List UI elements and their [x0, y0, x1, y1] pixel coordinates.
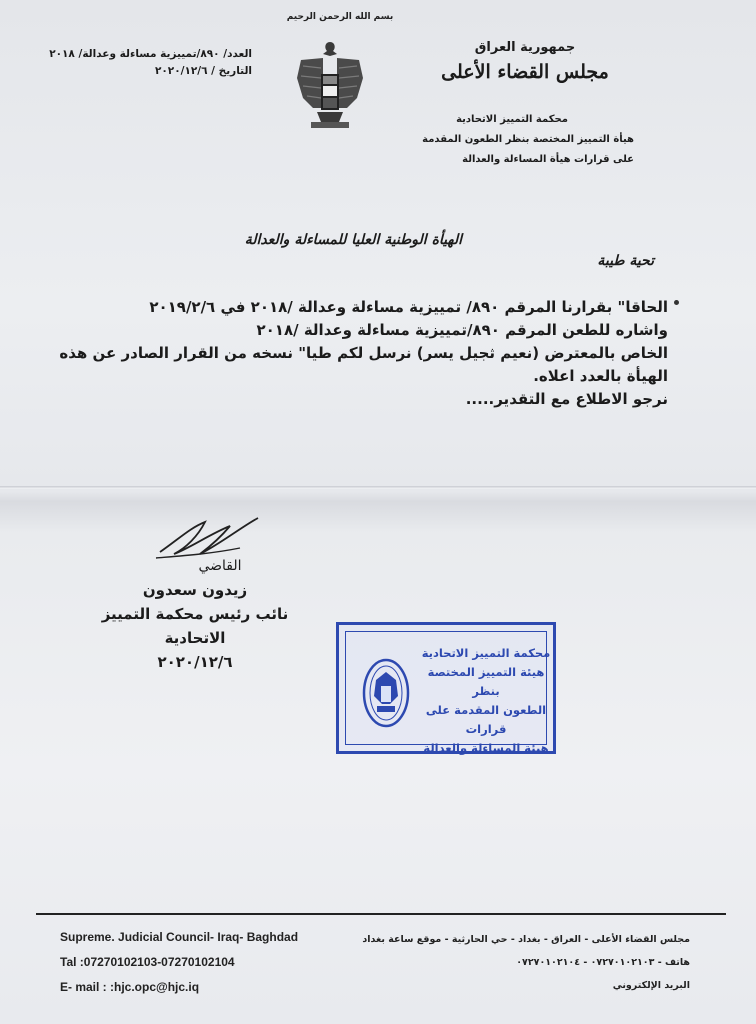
paragraph-line: واشاره للطعن المرقم ٨٩٠/تمييزية مساءلة وعدالة /٢٠١٨ [256, 321, 668, 339]
stamp-line: هيئة التمييز المختصة بنظر [427, 665, 545, 698]
paragraph-line: الخاص بالمعترض (نعيم ثجيل يسر) نرسل لكم طيا" نسخه من القرار الصادر عن هذه [59, 344, 668, 362]
footer-address-en: Supreme. Judicial Council- Iraq- Baghdad [60, 930, 299, 944]
body-paragraph [40, 296, 668, 411]
paragraph-line: الهيأة بالعدد اعلاه. [533, 367, 668, 385]
basmala: بسم الله الرحمن الرحيم [286, 12, 394, 22]
council-title: مجلس القضاء الأعلى [441, 61, 609, 83]
signatory-name: زيدون سعدون [142, 581, 248, 599]
stamp-line: الطعون المقدمة على قرارات [425, 703, 547, 736]
footer-email-ar: البريد الإلكتروني [612, 980, 690, 991]
signatory-position: نائب رئيس محكمة التمييز الاتحادية [101, 605, 289, 647]
reference-block [22, 46, 252, 80]
bullet-dot [674, 300, 679, 305]
footer-email-en: E- mail : :hjc.opc@hjc.iq [60, 980, 200, 994]
stamp-line: محكمة التمييز الاتحادية [421, 646, 551, 660]
court-line: محكمة التمييز الاتحادية [456, 114, 568, 125]
paragraph-line: الحاقا" بقرارنا المرقم ٨٩٠/ تمييزية مساءلة وعدالة /٢٠١٨ في ٢٠١٩/٢/٦ [149, 298, 668, 316]
footer-arabic [360, 928, 690, 997]
court-line: هيأة التمييز المختصة بنظر الطعون المقدمة [422, 134, 634, 145]
greeting: تحية طيبة [597, 253, 654, 269]
iraq-emblem-icon [293, 38, 367, 134]
stamp-emblem-icon [362, 658, 410, 728]
reference-date: التاريخ / ٢٠٢٠/١٢/٦ [154, 65, 252, 77]
footer-english [60, 925, 340, 1000]
footer-tel-ar: هاتف - ٠٧٢٧٠١٠٢١٠٣ - ٠٧٢٧٠١٠٢١٠٤ [516, 957, 690, 968]
footer-address-ar: مجلس القضاء الأعلى - العراق - بغداد - حي الحارثية - موقع ساعة بغداد [362, 934, 690, 945]
signature-title: القاضي [198, 558, 242, 574]
paper-fold [0, 486, 756, 489]
stamp-line: هيئة المساءلة والعدالة [423, 741, 549, 755]
signature-block [70, 554, 320, 674]
court-lines [410, 110, 634, 170]
issuer-block [430, 40, 620, 83]
signature-date: ٢٠٢٠/١٢/٦ [157, 653, 233, 671]
addressee: الهيأة الوطنية العليا للمساءلة والعدالة [244, 232, 462, 248]
court-line: على قرارات هيأة المساءلة والعدالة [462, 154, 634, 165]
reference-number: العدد/ ٨٩٠/تمييزية مساءلة وعدالة/ ٢٠١٨ [49, 48, 252, 60]
official-stamp [336, 622, 556, 754]
footer-tel-en: Tal :07270102103-07270102104 [60, 955, 235, 969]
republic-title: جمهورية العراق [474, 40, 576, 55]
stamp-text [420, 644, 552, 758]
closing-line: نرجو الاطلاع مع التقدير..... [465, 390, 668, 408]
footer-divider [36, 913, 726, 915]
